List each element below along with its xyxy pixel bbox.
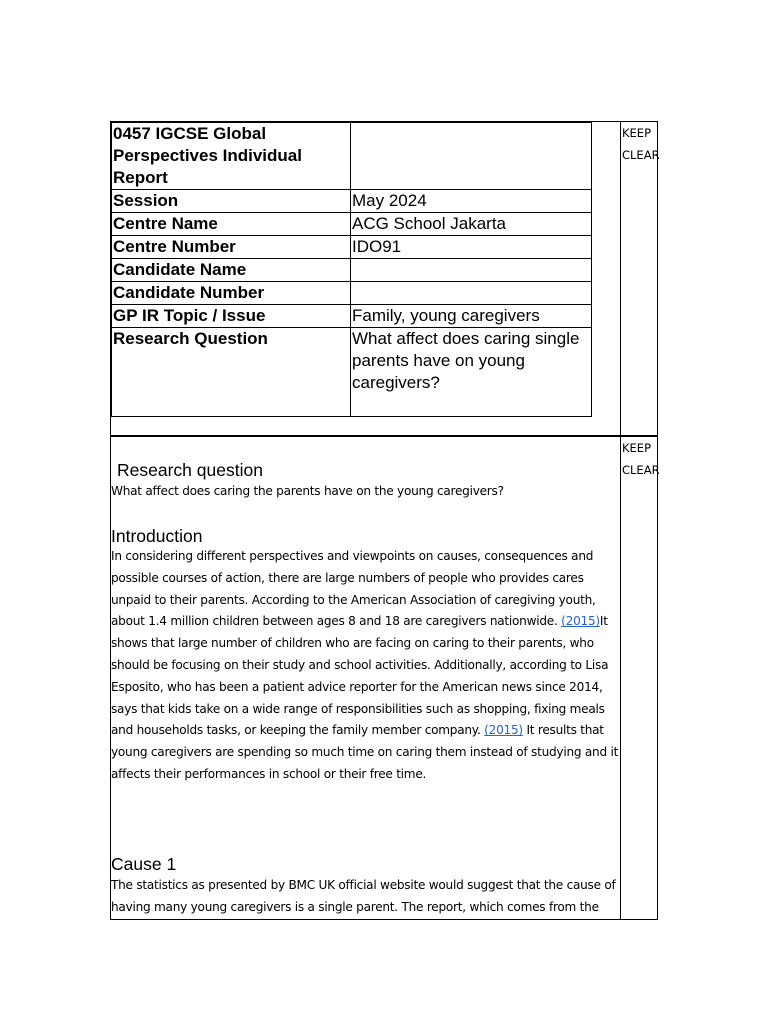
margin-divider [620, 122, 621, 435]
topic-value: Family, young caregivers [351, 305, 592, 328]
report-title-value [351, 123, 592, 190]
citation-link-2[interactable]: (2015) [484, 723, 523, 738]
research-question-value: What affect does caring single parents have on young caregivers? [351, 328, 592, 417]
cause-1-text: The statistics as presented by BMC UK official website would suggest that the cause of having many young caregivers is a single parent. The report, which comes from the [111, 878, 616, 914]
session-label: Session [112, 190, 351, 213]
centre-name-value: ACG School Jakarta [351, 213, 592, 236]
introduction-heading: Introduction [111, 526, 203, 546]
body-section [110, 436, 658, 920]
research-text: What affect does caring the parents have on the young caregivers? [111, 484, 504, 498]
keep-clear-note [622, 122, 660, 166]
clear-text: CLEAR [622, 148, 660, 162]
table-row [112, 236, 592, 259]
introduction-paragraph [111, 546, 621, 786]
table-row [112, 190, 592, 213]
centre-name-label: Centre Name [112, 213, 351, 236]
citation-link-1[interactable]: (2015) [561, 614, 600, 629]
report-title: 0457 IGCSE Global Perspectives Individual Report [112, 123, 351, 190]
topic-label: GP IR Topic / Issue [112, 305, 351, 328]
research-heading: Research question [117, 460, 263, 480]
table-row [112, 259, 592, 282]
cause-1-heading: Cause 1 [111, 854, 177, 874]
centre-number-value: IDO91 [351, 236, 592, 259]
table-row [112, 328, 592, 417]
centre-number-label: Centre Number [112, 236, 351, 259]
clear-text: CLEAR [622, 463, 660, 477]
intro-text-a: In considering different perspectives and viewpoints on causes, consequences and possible courses of action, there are large numbers of people who provides cares unpaid to their parents. According to the American Association of caregiving youth, about 1.4 million children between ages 8 and 18 are caregivers nationwide. [111, 549, 596, 629]
table-row [112, 123, 592, 190]
intro-text-c: It results that young caregivers are spending so much time on caring them instead of studying and it affects their performances in school or their free time. [111, 723, 619, 781]
candidate-number-label: Candidate Number [112, 282, 351, 305]
candidate-number-value [351, 282, 592, 305]
keep-text: KEEP [622, 126, 652, 140]
keep-text: KEEP [622, 441, 652, 455]
keep-clear-note [622, 437, 660, 481]
session-value: May 2024 [351, 190, 592, 213]
table-row [112, 282, 592, 305]
candidate-name-value [351, 259, 592, 282]
cover-table [111, 122, 592, 417]
table-row [112, 213, 592, 236]
cover-section [110, 121, 658, 436]
intro-text-b: It shows that large number of children who are facing on caring to their parents, who should be focusing on their study and school activities. Additionally, according to Lisa Esposito, who has been a patient advice reporter for the American news since 2014, says that kids take on a wide range of responsibilities such as shopping, fixing meals and households tasks, or keeping the family member company. [111, 614, 609, 738]
research-question-label: Research Question [112, 328, 351, 417]
table-row [112, 305, 592, 328]
candidate-name-label: Candidate Name [112, 259, 351, 282]
